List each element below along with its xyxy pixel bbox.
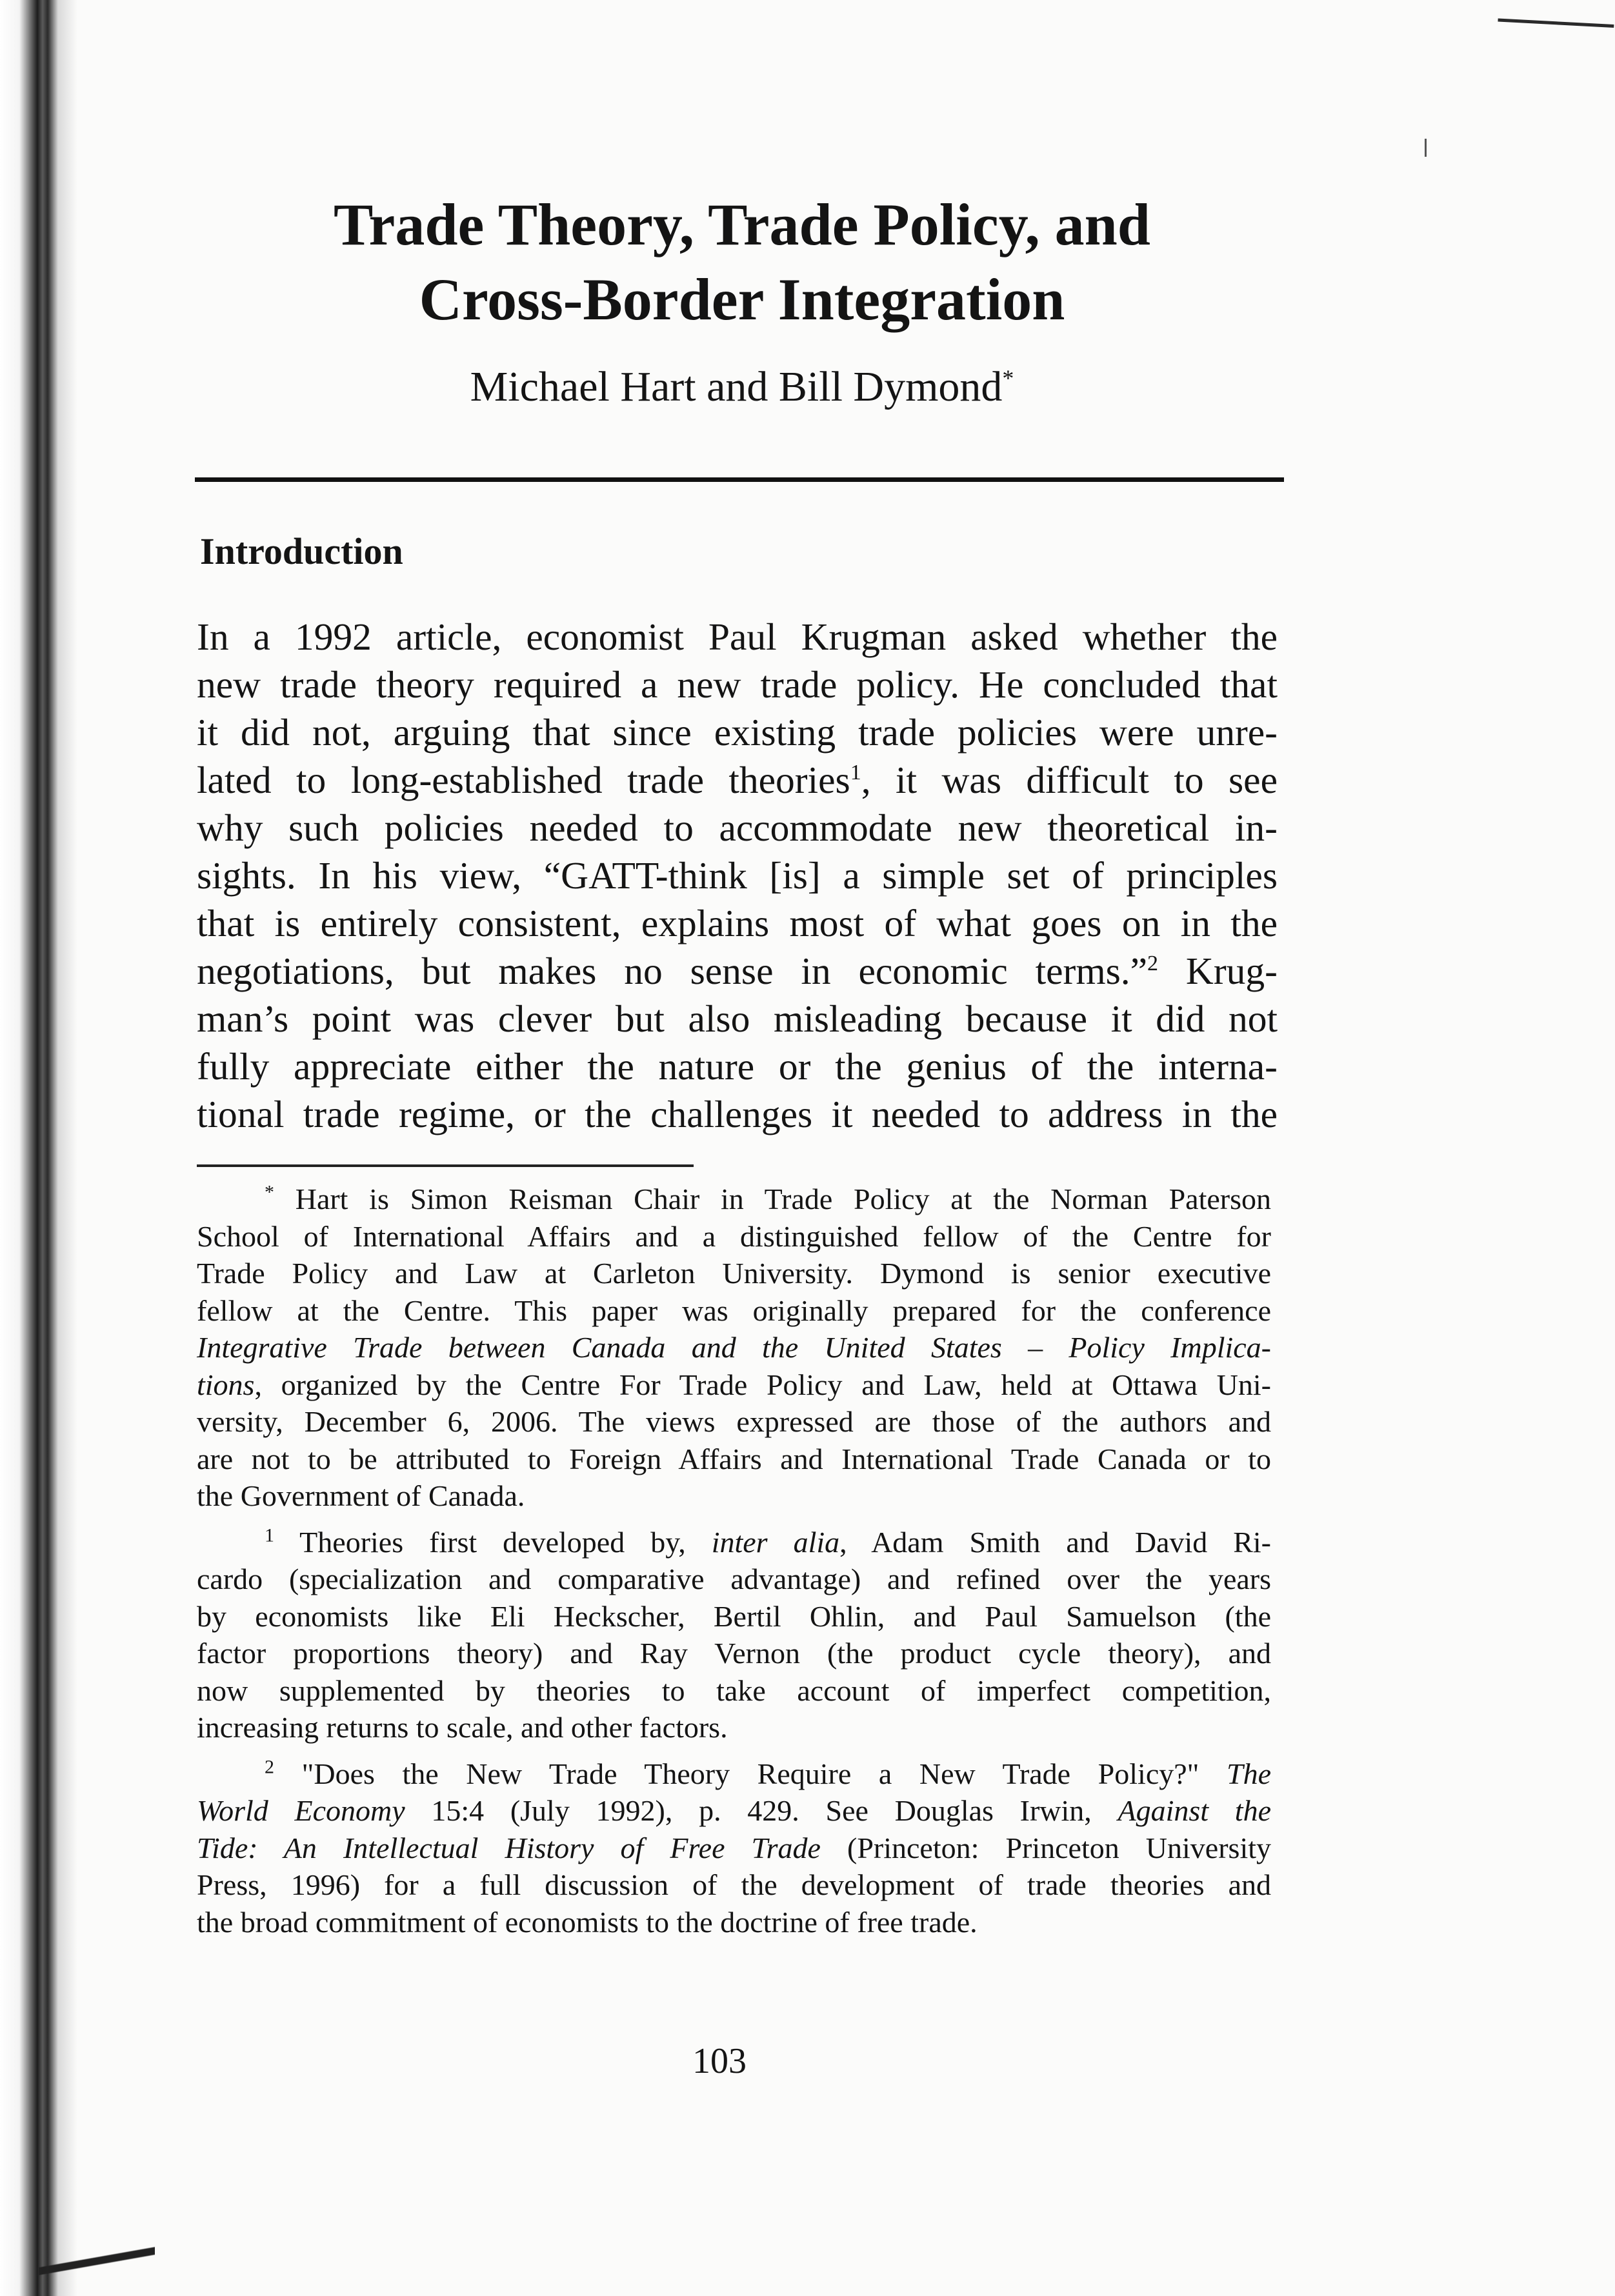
footnote-star-line: versity, December 6, 2006. The views expressed are those of the authors and <box>197 1405 1271 1438</box>
body-line: new trade theory required a new trade policy. He concluded that <box>197 663 1278 706</box>
footnote-2-line <box>197 1755 1271 1793</box>
footnote-italic: inter alia <box>711 1525 840 1559</box>
footnote-gap <box>197 1515 1271 1524</box>
footnote-text: Theories first developed by, <box>299 1525 712 1559</box>
footnote-star-line <box>197 1329 1271 1366</box>
title-divider <box>195 477 1284 482</box>
footnote-1-marker: 1 <box>265 1524 274 1546</box>
footnote-star-line: Trade Policy and Law at Carleton University. Dymond is senior executive <box>197 1257 1271 1290</box>
body-line <box>197 756 1278 804</box>
body-line-text: lated to long-established trade theories <box>197 759 850 801</box>
footnote-star-line: the Government of Canada. <box>197 1479 525 1512</box>
footnote-text: 15:4 (July 1992), p. 429. See Douglas Irwin, <box>405 1794 1118 1827</box>
footnote-text: , organized by the Centre For Trade Policy and Law, held at Ottawa Uni- <box>254 1368 1271 1401</box>
page-number: 103 <box>692 2041 747 2081</box>
footnotes <box>197 1181 1271 1941</box>
footnote-divider <box>197 1164 694 1167</box>
footnote-2-line: Press, 1996) for a full discussion of the development of trade theories and <box>197 1868 1271 1901</box>
book-title-cont: Tide: An Intellectual History of Free Trade <box>197 1831 821 1864</box>
footnote-ref-2: 2 <box>1147 952 1159 976</box>
footnote-2-marker: 2 <box>265 1756 274 1778</box>
footnote-text: "Does the New Trade Theory Require a New Trade Policy?" <box>301 1757 1227 1790</box>
paper-title <box>194 187 1290 337</box>
footnote-gap <box>197 1746 1271 1755</box>
body-line: sights. In his view, “GATT-think [is] a simple set of principles <box>197 854 1278 897</box>
journal-title: World Economy <box>197 1794 405 1827</box>
footnote-2-line <box>197 1792 1271 1830</box>
body-line: tional trade regime, or the challenges it needed to address in the <box>197 1093 1278 1135</box>
body-line-text: , it was difficult to see <box>861 759 1278 801</box>
conference-title: Integrative Trade between Canada and the United States – Policy Implica- <box>197 1331 1271 1364</box>
section-heading: Introduction <box>200 530 403 572</box>
footnote-star-line <box>197 1181 1271 1218</box>
footnote-ref-1: 1 <box>850 761 861 785</box>
footnote-italic: The <box>1227 1757 1272 1790</box>
footnote-1-line: now supplemented by theories to take account of imperfect competition, <box>197 1673 1271 1707</box>
footnote-2-line: the broad commitment of economists to the doctrine of free trade. <box>197 1905 978 1939</box>
footnote-2-line <box>197 1830 1271 1867</box>
book-title: Against the <box>1118 1794 1271 1827</box>
footnote-text: Hart is Simon Reisman Chair in Trade Policy at the Norman Paterson <box>295 1183 1271 1215</box>
footnote-1-line: by economists like Eli Heckscher, Bertil Ohlin, and Paul Samuelson (the <box>197 1599 1271 1633</box>
footnote-1-line: increasing returns to scale, and other factors. <box>197 1711 728 1744</box>
author-names: Michael Hart and Bill Dymond <box>470 363 1003 410</box>
conference-title-end: tions <box>197 1368 255 1401</box>
scan-corner-mark <box>1498 0 1615 28</box>
binding-shadow <box>0 0 77 2296</box>
body-line: why such policies needed to accommodate new theoretical in- <box>197 806 1278 849</box>
footnote-1-line: factor proportions theory) and Ray Vernon (the product cycle theory), and <box>197 1637 1271 1670</box>
scan-speck <box>1425 139 1427 157</box>
body-line: it did not, arguing that since existing trade policies were unre- <box>197 711 1278 754</box>
body-line: man’s point was clever but also misleading because it did not <box>197 997 1278 1040</box>
body-line <box>197 947 1278 995</box>
body-line-text: negotiations, but makes no sense in economic terms.” <box>197 950 1148 992</box>
footnote-1-line <box>197 1524 1271 1561</box>
title-line-2: Cross-Border Integration <box>419 266 1065 332</box>
author-footnote-marker: * <box>1002 365 1014 391</box>
footnote-1-line: cardo (specialization and comparative advantage) and refined over the years <box>197 1562 1271 1595</box>
binding-corner-shadow <box>39 2206 155 2296</box>
footnote-star-line: are not to be attributed to Foreign Affairs and International Trade Canada or to <box>197 1442 1271 1475</box>
footnote-star-line: fellow at the Centre. This paper was originally prepared for the conference <box>197 1293 1271 1327</box>
footnote-star-marker: * <box>265 1181 274 1203</box>
footnote-star-line <box>197 1366 1271 1404</box>
author-line <box>194 361 1290 413</box>
body-paragraph <box>197 613 1278 1138</box>
title-line-1: Trade Theory, Trade Policy, and <box>334 192 1150 257</box>
body-line: fully appreciate either the nature or the genius of the interna- <box>197 1045 1278 1088</box>
body-line: In a 1992 article, economist Paul Krugman asked whether the <box>197 615 1278 658</box>
footnote-text: (Princeton: Princeton University <box>820 1831 1272 1864</box>
body-line: that is entirely consistent, explains most of what goes on in the <box>197 902 1278 944</box>
footnote-text: , Adam Smith and David Ri- <box>839 1525 1272 1559</box>
body-line-text: Krug- <box>1185 950 1278 992</box>
footnote-star-line: School of International Affairs and a distinguished fellow of the Centre for <box>197 1219 1271 1253</box>
